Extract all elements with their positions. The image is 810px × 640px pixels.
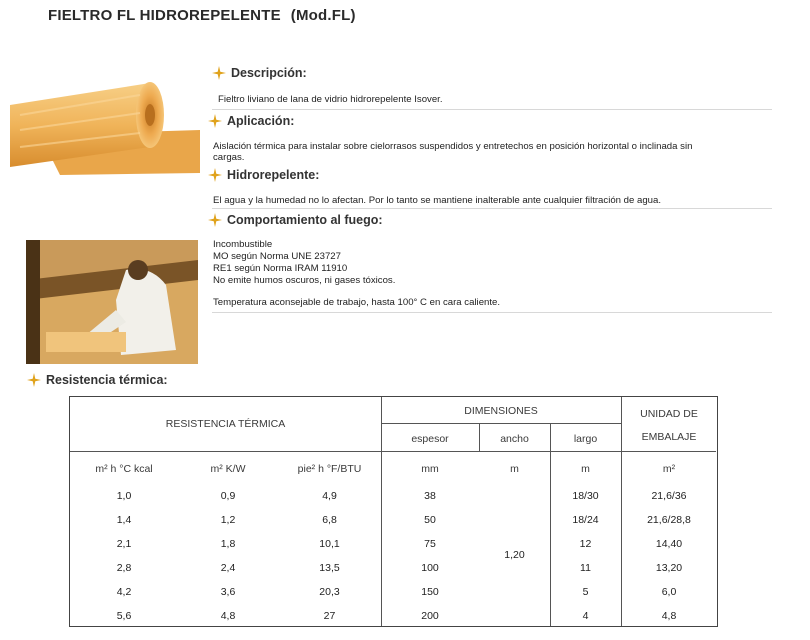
unit-ancho: m xyxy=(510,463,519,475)
header-espesor: espesor xyxy=(411,433,449,445)
product-name: FIELTRO FL HIDROREPELENTE xyxy=(48,7,281,24)
header-embalaje: EMBALAJE xyxy=(641,431,697,443)
cell-btu: 27 xyxy=(323,610,336,622)
divider xyxy=(212,312,772,313)
cell-btu: 6,8 xyxy=(322,514,337,526)
unit-embalaje: m² xyxy=(662,463,676,475)
fuego-line-5: Temperatura aconsejable de trabajo, hasta 100° C en cara caliente. xyxy=(213,297,501,308)
cell-embalaje: 21,6/28,8 xyxy=(647,514,691,526)
page-title xyxy=(48,7,356,24)
star-icon xyxy=(208,114,222,128)
cell-embalaje: 6,0 xyxy=(661,586,677,598)
cell-kw: 4,8 xyxy=(220,610,236,622)
cell-espesor: 200 xyxy=(421,610,439,622)
ancho-value: 1,20 xyxy=(504,549,525,561)
star-icon xyxy=(212,66,226,80)
hidrorepelente-text: El agua y la humedad no lo afectan. Por lo tanto se mantiene inalterable ante cualquier filtración de agua. xyxy=(213,195,662,206)
cell-kcal: 5,6 xyxy=(116,610,132,622)
fuego-line-1: Incombustible xyxy=(213,239,273,250)
cell-kw: 0,9 xyxy=(220,490,236,502)
hidrorepelente-heading: Hidrorepelente: xyxy=(208,168,319,182)
cell-kcal: 4,2 xyxy=(116,586,132,598)
cell-kw: 2,4 xyxy=(220,562,236,574)
descripcion-heading: Descripción: xyxy=(212,66,307,80)
cell-embalaje: 13,20 xyxy=(655,562,683,574)
unit-kw: m² K/W xyxy=(210,463,246,475)
cell-embalaje: 4,8 xyxy=(661,610,677,622)
cell-espesor: 150 xyxy=(421,586,439,598)
divider xyxy=(212,208,772,209)
cell-embalaje: 21,6/36 xyxy=(651,490,687,502)
cell-largo: 18/30 xyxy=(572,490,599,502)
aplicacion-line-2: cargas. xyxy=(213,152,245,163)
header-ancho: ancho xyxy=(500,433,529,445)
unit-espesor: mm xyxy=(421,463,439,475)
unit-btu: pie² h °F/BTU xyxy=(297,463,362,475)
descripcion-text: Fieltro liviano de lana de vidrio hidrorepelente Isover. xyxy=(218,94,443,105)
cell-btu: 10,1 xyxy=(319,538,340,550)
fuego-line-3: RE1 según Norma IRAM 11910 xyxy=(213,263,348,274)
cell-kw: 3,6 xyxy=(220,586,236,598)
header-largo: largo xyxy=(573,433,598,445)
cell-espesor: 38 xyxy=(424,490,436,502)
unit-largo: m xyxy=(581,463,590,475)
cell-largo: 4 xyxy=(582,610,589,622)
divider xyxy=(212,109,772,110)
product-model: (Mod.FL) xyxy=(290,7,356,24)
cell-kw: 1,8 xyxy=(220,538,236,550)
cell-largo: 18/24 xyxy=(572,514,599,526)
specs-table xyxy=(69,396,718,627)
unit-kcal: m² h °C kcal xyxy=(95,463,153,475)
cell-kcal: 2,8 xyxy=(116,562,132,574)
cell-espesor: 100 xyxy=(421,562,439,574)
cell-kw: 1,2 xyxy=(220,514,236,526)
cell-btu: 20,3 xyxy=(319,586,340,598)
cell-largo: 11 xyxy=(580,562,591,574)
cell-espesor: 50 xyxy=(424,514,436,526)
fuego-line-4: No emite humos oscuros, ni gases tóxicos. xyxy=(213,275,396,286)
cell-btu: 4,9 xyxy=(322,490,337,502)
aplicacion-heading: Aplicación: xyxy=(208,114,294,128)
cell-largo: 5 xyxy=(582,586,589,598)
cell-btu: 13,5 xyxy=(319,562,340,574)
fuego-heading: Comportamiento al fuego: xyxy=(208,213,383,227)
cell-kcal: 2,1 xyxy=(116,538,132,550)
cell-kcal: 1,4 xyxy=(116,514,132,526)
cell-largo: 12 xyxy=(579,538,592,550)
cell-embalaje: 14,40 xyxy=(655,538,683,550)
insulation-roll-image xyxy=(0,75,200,175)
installation-photo xyxy=(26,240,198,364)
star-icon xyxy=(208,213,222,227)
cell-kcal: 1,0 xyxy=(116,490,132,502)
header-unidad: UNIDAD DE xyxy=(640,408,698,420)
header-dimensiones: DIMENSIONES xyxy=(464,405,538,417)
resistencia-heading: Resistencia térmica: xyxy=(27,373,168,387)
aplicacion-line-1: Aislación térmica para instalar sobre cielorrasos suspendidos y entretechos en posición horizontal o inclinada sin xyxy=(213,141,693,152)
star-icon xyxy=(208,168,222,182)
fuego-line-2: MO según Norma UNE 23727 xyxy=(213,251,341,262)
cell-espesor: 75 xyxy=(424,538,436,550)
star-icon xyxy=(27,373,41,387)
header-resistencia: RESISTENCIA TÉRMICA xyxy=(165,418,286,430)
